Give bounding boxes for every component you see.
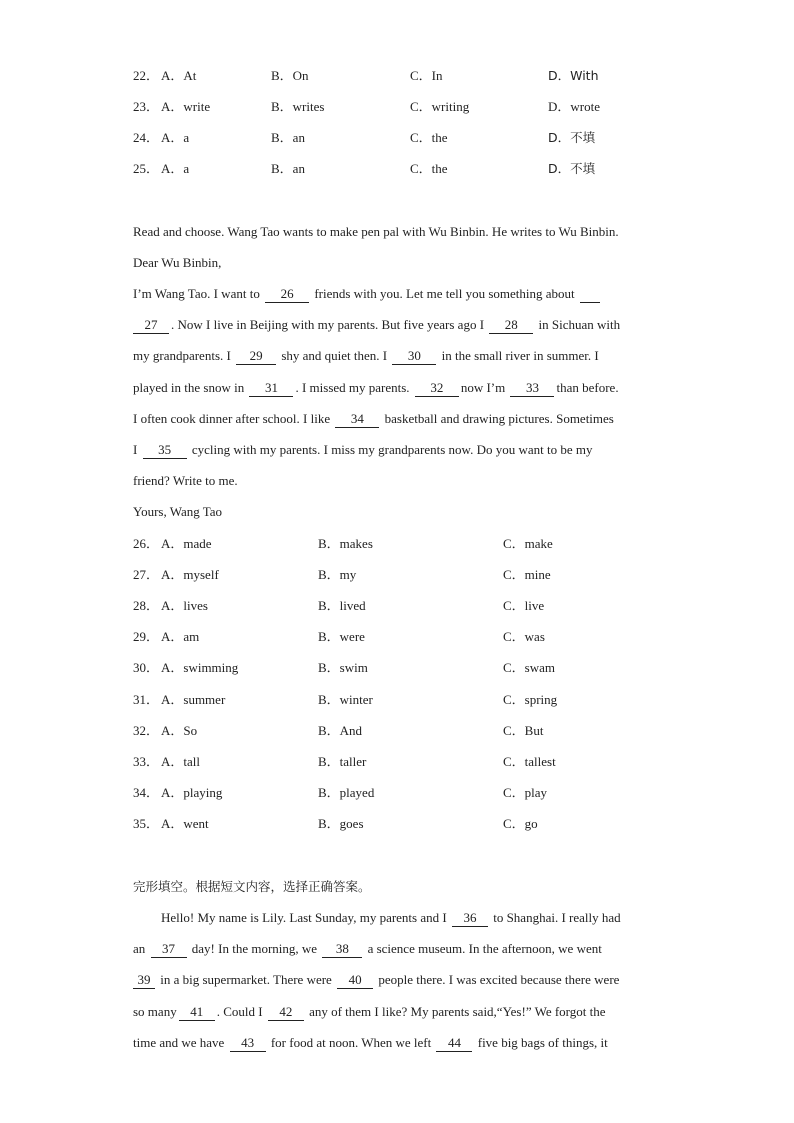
passage-intro: Read and choose. Wang Tao wants to make pen pal with Wu Binbin. He writes to Wu Binbin. bbox=[133, 224, 619, 239]
option-c: C．swam bbox=[503, 660, 556, 675]
option-c: C．mine bbox=[503, 567, 551, 582]
letter-closing: Yours, Wang Tao bbox=[133, 504, 223, 519]
option-b: B．makes bbox=[318, 536, 373, 551]
option-c: C．live bbox=[503, 598, 545, 613]
blank-27: 27 bbox=[133, 317, 169, 334]
text: shy and quiet then. I bbox=[278, 348, 391, 363]
option-c: C．make bbox=[503, 536, 553, 551]
blank-38: 38 bbox=[322, 941, 362, 958]
text: cycling with my parents. I miss my grandparents now. Do you want to be my bbox=[188, 442, 593, 457]
blank-43: 43 bbox=[230, 1035, 266, 1052]
option-a: A．made bbox=[161, 536, 212, 551]
option-a: A．swimming bbox=[161, 660, 239, 675]
option-c: C．play bbox=[503, 785, 548, 800]
text: time and we have bbox=[133, 1035, 228, 1050]
option-a: A．lives bbox=[161, 598, 208, 613]
option-a: A．a bbox=[161, 161, 190, 176]
cloze-heading: 完形填空。根据短文内容，选择正确答案。 bbox=[133, 879, 371, 894]
text: five big bags of things, it bbox=[474, 1035, 608, 1050]
option-a: A．So bbox=[161, 723, 198, 738]
option-c: C．In bbox=[410, 68, 443, 83]
question-number: 34． bbox=[133, 785, 160, 800]
passage-line bbox=[133, 283, 602, 305]
passage-line: friend? Write to me. bbox=[133, 473, 238, 488]
text: in the small river in summer. I bbox=[438, 348, 599, 363]
blank-29: 29 bbox=[236, 348, 276, 365]
text: played in the snow in bbox=[133, 380, 248, 395]
passage-line bbox=[133, 1001, 606, 1023]
blank-31: 31 bbox=[249, 380, 293, 397]
blank-36: 36 bbox=[452, 910, 488, 927]
passage-line bbox=[133, 439, 593, 461]
text: any of them I like? My parents said,“Yes!” We forgot the bbox=[305, 1004, 606, 1019]
option-a: A．went bbox=[161, 816, 209, 831]
blank-39: 39 bbox=[133, 972, 155, 989]
option-a: A．playing bbox=[161, 785, 223, 800]
blank-37: 37 bbox=[151, 941, 187, 958]
option-d: D．不填 bbox=[548, 161, 596, 176]
option-a: A．write bbox=[161, 99, 211, 114]
text: I bbox=[133, 442, 141, 457]
text: now I’m bbox=[460, 380, 509, 395]
option-c: C．writing bbox=[410, 99, 470, 114]
blank-34: 34 bbox=[335, 411, 379, 428]
blank-30: 30 bbox=[392, 348, 436, 365]
option-d: D．不填 bbox=[548, 130, 596, 145]
text: . I missed my parents. bbox=[295, 380, 413, 395]
option-b: B．lived bbox=[318, 598, 366, 613]
text: day! In the morning, we bbox=[188, 941, 321, 956]
text: . Could I bbox=[216, 1004, 266, 1019]
option-a: A．summer bbox=[161, 692, 226, 707]
text: my grandparents. I bbox=[133, 348, 235, 363]
text: an bbox=[133, 941, 149, 956]
option-c: C．the bbox=[410, 130, 448, 145]
text: for food at noon. When we left bbox=[267, 1035, 435, 1050]
blank-42: 42 bbox=[268, 1004, 304, 1021]
option-b: B．my bbox=[318, 567, 357, 582]
option-c: C．But bbox=[503, 723, 544, 738]
option-c: C．the bbox=[410, 161, 448, 176]
option-c: C．spring bbox=[503, 692, 558, 707]
text: a science museum. In the afternoon, we went bbox=[364, 941, 602, 956]
question-number: 24． bbox=[133, 130, 160, 145]
question-number: 23． bbox=[133, 99, 160, 114]
text: so many bbox=[133, 1004, 177, 1019]
text: basketball and drawing pictures. Sometimes bbox=[381, 411, 614, 426]
option-b: B．taller bbox=[318, 754, 367, 769]
option-a: A．a bbox=[161, 130, 190, 145]
blank-41: 41 bbox=[179, 1004, 215, 1021]
question-number: 31． bbox=[133, 692, 160, 707]
option-b: B．an bbox=[271, 130, 305, 145]
text: people there. I was excited because there were bbox=[375, 972, 620, 987]
question-number: 35． bbox=[133, 816, 160, 831]
option-b: B．On bbox=[271, 68, 309, 83]
option-c: C．was bbox=[503, 629, 545, 644]
passage-line bbox=[133, 938, 602, 960]
text: than before. bbox=[556, 380, 619, 395]
option-a: A．tall bbox=[161, 754, 200, 769]
option-a: A．At bbox=[161, 68, 197, 83]
passage-line bbox=[133, 969, 619, 991]
blank-27-start bbox=[580, 286, 600, 303]
option-d: D．wrote bbox=[548, 99, 600, 114]
question-number: 26． bbox=[133, 536, 160, 551]
question-number: 25． bbox=[133, 161, 160, 176]
question-number: 22． bbox=[133, 68, 160, 83]
passage-line bbox=[133, 408, 614, 430]
text: friends with you. Let me tell you something about bbox=[311, 286, 578, 301]
option-b: B．winter bbox=[318, 692, 373, 707]
blank-28: 28 bbox=[489, 317, 533, 334]
passage-line bbox=[133, 345, 599, 367]
text: Hello! My name is Lily. Last Sunday, my parents and I bbox=[161, 910, 450, 925]
option-b: B．an bbox=[271, 161, 305, 176]
blank-40: 40 bbox=[337, 972, 373, 989]
passage-line bbox=[133, 314, 620, 336]
text: in Sichuan with bbox=[535, 317, 621, 332]
question-number: 30． bbox=[133, 660, 160, 675]
text: I’m Wang Tao. I want to bbox=[133, 286, 264, 301]
passage-line bbox=[133, 1032, 608, 1054]
blank-26: 26 bbox=[265, 286, 309, 303]
blank-44: 44 bbox=[436, 1035, 472, 1052]
text: in a big supermarket. There were bbox=[157, 972, 336, 987]
option-a: A．myself bbox=[161, 567, 219, 582]
option-d: D．With bbox=[548, 68, 599, 83]
option-c: C．go bbox=[503, 816, 538, 831]
option-a: A．am bbox=[161, 629, 200, 644]
option-b: B．And bbox=[318, 723, 363, 738]
passage-line bbox=[161, 907, 621, 929]
option-c: C．tallest bbox=[503, 754, 556, 769]
question-number: 33． bbox=[133, 754, 160, 769]
text: to Shanghai. I really had bbox=[489, 910, 621, 925]
letter-greeting: Dear Wu Binbin, bbox=[133, 255, 222, 270]
passage-line bbox=[133, 377, 619, 399]
option-b: B．played bbox=[318, 785, 375, 800]
question-number: 29． bbox=[133, 629, 160, 644]
blank-32: 32 bbox=[415, 380, 459, 397]
option-b: B．goes bbox=[318, 816, 364, 831]
question-number: 32． bbox=[133, 723, 160, 738]
option-b: B．were bbox=[318, 629, 365, 644]
blank-33: 33 bbox=[510, 380, 554, 397]
option-b: B．writes bbox=[271, 99, 325, 114]
text: . Now I live in Beijing with my parents. But five years ago I bbox=[171, 317, 488, 332]
blank-35: 35 bbox=[143, 442, 187, 459]
question-number: 28． bbox=[133, 598, 160, 613]
option-b: B．swim bbox=[318, 660, 368, 675]
question-number: 27． bbox=[133, 567, 160, 582]
text: I often cook dinner after school. I like bbox=[133, 411, 334, 426]
